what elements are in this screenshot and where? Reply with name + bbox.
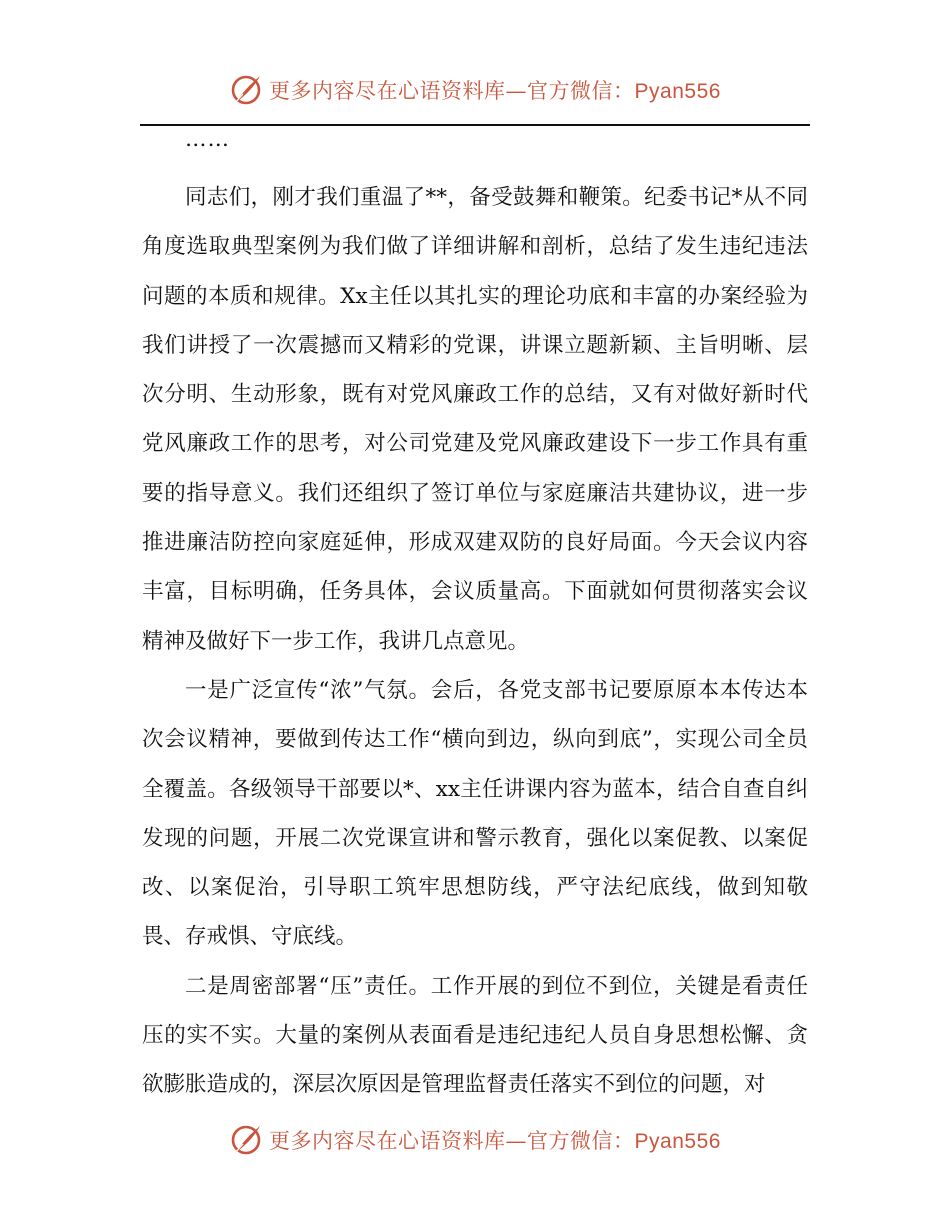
feather-pen-icon [229, 73, 263, 107]
paragraph-1: 同志们，刚才我们重温了**，备受鼓舞和鞭策。纪委书记*从不同角度选取典型案例为我们做了详细讲解和剖析，总结了发生违纪违法问题的本质和规律。Xx主任以其扎实的理论功底和丰富的办案经验为我们讲授了一次震撼而又精彩的党课，讲课立题新颖、主旨明晰、层次分明、生动形象，既有对党风廉政工作的总结，又有对做好新时代党风廉政工作的思考，对公司党建及党风廉政建设下一步工作具有重要的指导意义。我们还组织了签订单位与家庭廉洁共建协议，进一步推进廉洁防控向家庭延伸，形成双建双防的良好局面。今天会议内容丰富，目标明确，任务具体，会议质量高。下面就如何贯彻落实会议精神及做好下一步工作，我讲几点意见。 [142, 185, 808, 654]
header-banner [0, 70, 950, 110]
footer-banner-text [269, 1125, 721, 1155]
paragraph-2: 一是广泛宣传“浓”气氛。会后，各党支部书记要原原本本传达本次会议精神，要做到传达工作“横向到边，纵向到底”，实现公司全员全覆盖。各级领导干部要以*、xx主任讲课内容为蓝本，结合自查自纠发现的问题，开展二次党课宣讲和警示教育，强化以案促教、以案促改、以案促治，引导职工筑牢思想防线，严守法纪底线，做到知敬畏、存戒惧、守底线。 [142, 677, 808, 950]
feather-pen-icon [229, 1123, 263, 1157]
paragraph-3: 二是周密部署“压”责任。工作开展的到位不到位，关键是看责任压的实不实。大量的案例从表面看是违纪违纪人员自身思想松懈、贪欲膨胀造成的，深层次原因是管理监督责任落实不到位的问题，对 [142, 973, 808, 1098]
footer-wechat-handle: Pyan556 [634, 1130, 721, 1153]
header-banner-label: 更多内容尽在心语资料库—官方微信： [269, 79, 635, 103]
header-wechat-handle: Pyan556 [634, 80, 721, 103]
ellipsis-line: …… [185, 127, 230, 152]
header-banner-text [269, 75, 721, 105]
footer-banner [0, 1120, 950, 1160]
footer-banner-label: 更多内容尽在心语资料库—官方微信： [269, 1129, 635, 1153]
document-body [142, 124, 808, 1110]
